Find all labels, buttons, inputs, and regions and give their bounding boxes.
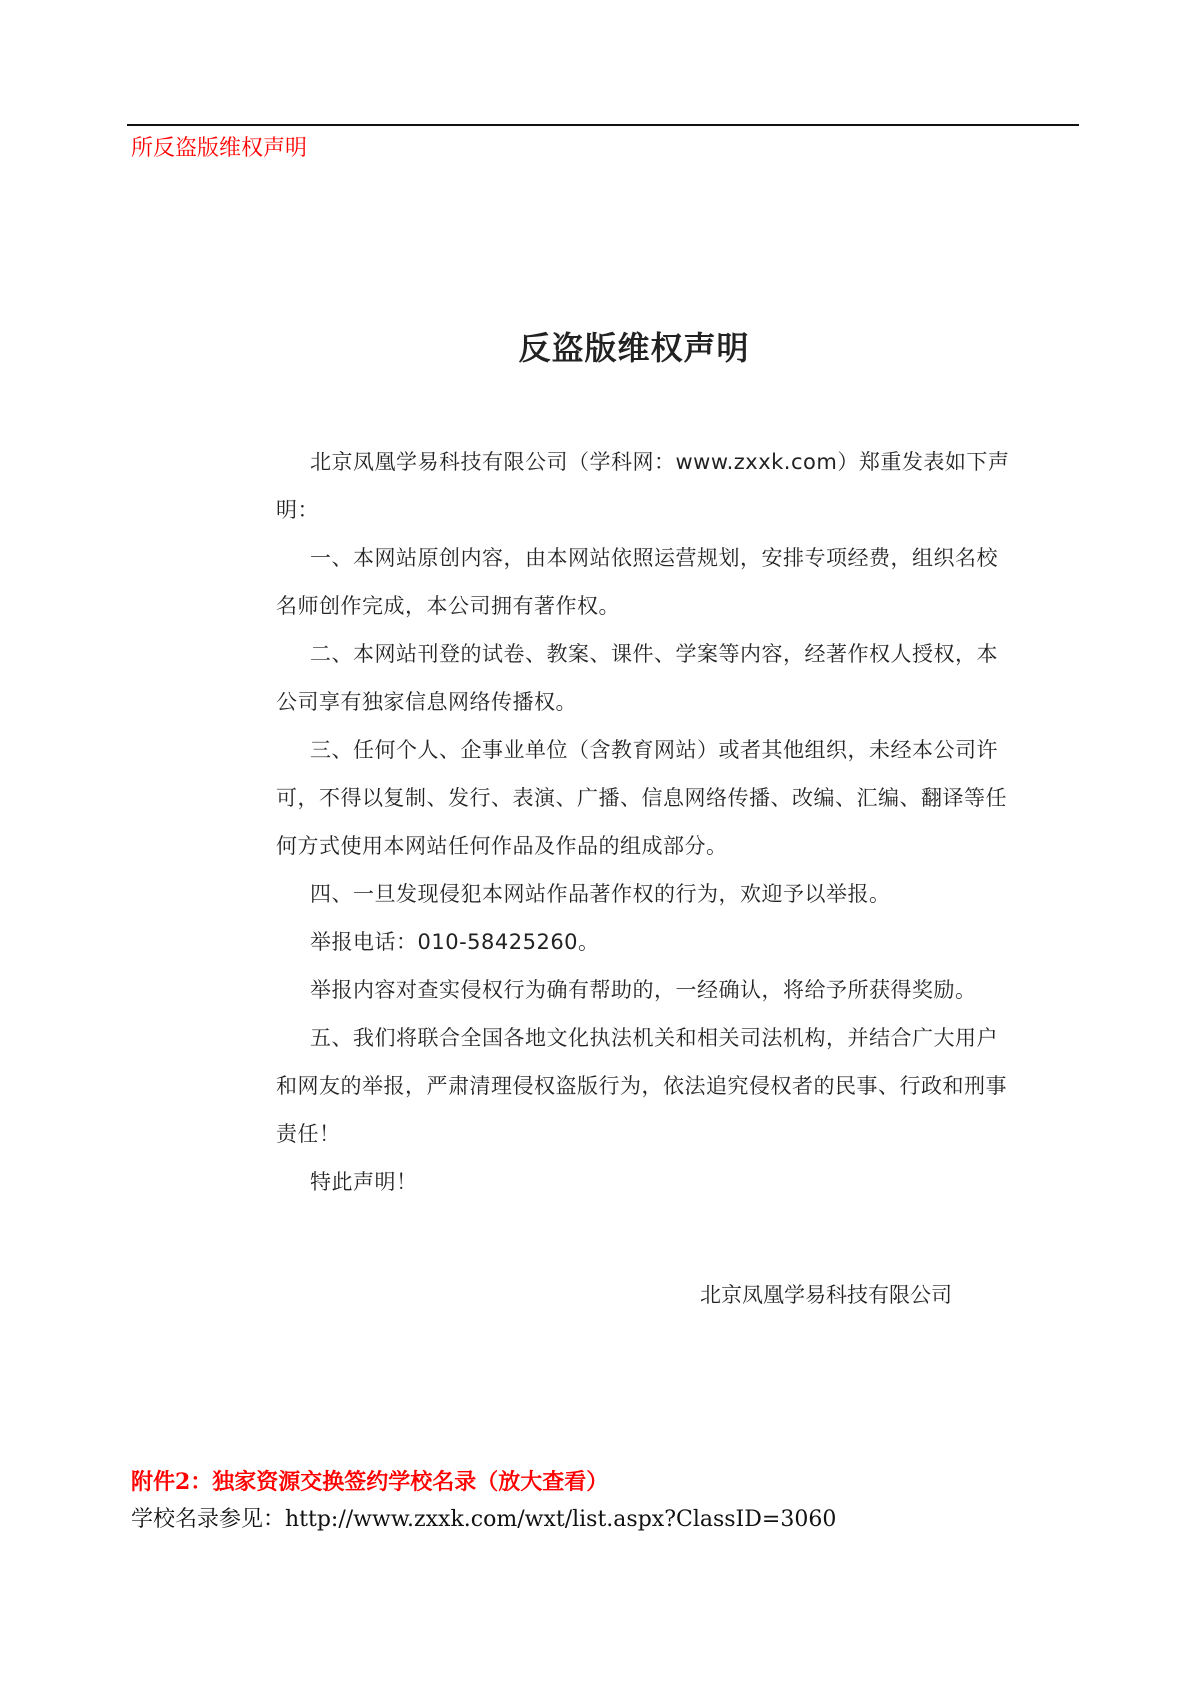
notice-report-phone: 举报电话：010-58425260。 [310,930,600,954]
notice-signature: 北京凤凰学易科技有限公司 [700,1283,952,1307]
notice-title: 反盗版维权声明 [518,329,750,367]
notice-paragraph-4: 四、一旦发现侵犯本网站作品著作权的行为，欢迎予以举报。 [310,882,891,906]
notice-closing: 特此声明！ [310,1170,418,1194]
notice-paragraph-5: 五、我们将联合全国各地文化执法机关和相关司法机构，并结合广大用户和网友的举报，严肃清理侵权盗版行为，依法追究侵权者的民事、行政和刑事责任！ [276,1026,1007,1146]
notice-paragraph-3: 三、任何个人、企事业单位（含教育网站）或者其他组织，未经本公司许可，不得以复制、发行、表演、广播、信息网络传播、改编、汇编、翻译等任何方式使用本网站任何作品及作品的组成部分。 [276,738,1007,858]
page-header-title: 所反盗版维权声明 [131,136,308,161]
notice-body [276,438,1016,1206]
notice-paragraph-intro: 北京凤凰学易科技有限公司（学科网：www.zxxk.com）郑重发表如下声明： [276,450,1010,522]
header-rule [127,124,1079,126]
notice-report-reward: 举报内容对查实侵权行为确有帮助的，一经确认，将给予所获得奖励。 [310,978,977,1002]
notice-paragraph-1: 一、本网站原创内容，由本网站依照运营规划，安排专项经费，组织名校名师创作完成，本公司拥有著作权。 [276,546,998,618]
appendix-title: 附件2：独家资源交换签约学校名录（放大查看） [131,1469,609,1495]
school-list-link-text[interactable]: 学校名录参见：http://www.zxxk.com/wxt/list.aspx?ClassID=3060 [131,1507,837,1532]
notice-paragraph-2: 二、本网站刊登的试卷、教案、课件、学案等内容，经著作权人授权，本公司享有独家信息网络传播权。 [276,642,998,714]
